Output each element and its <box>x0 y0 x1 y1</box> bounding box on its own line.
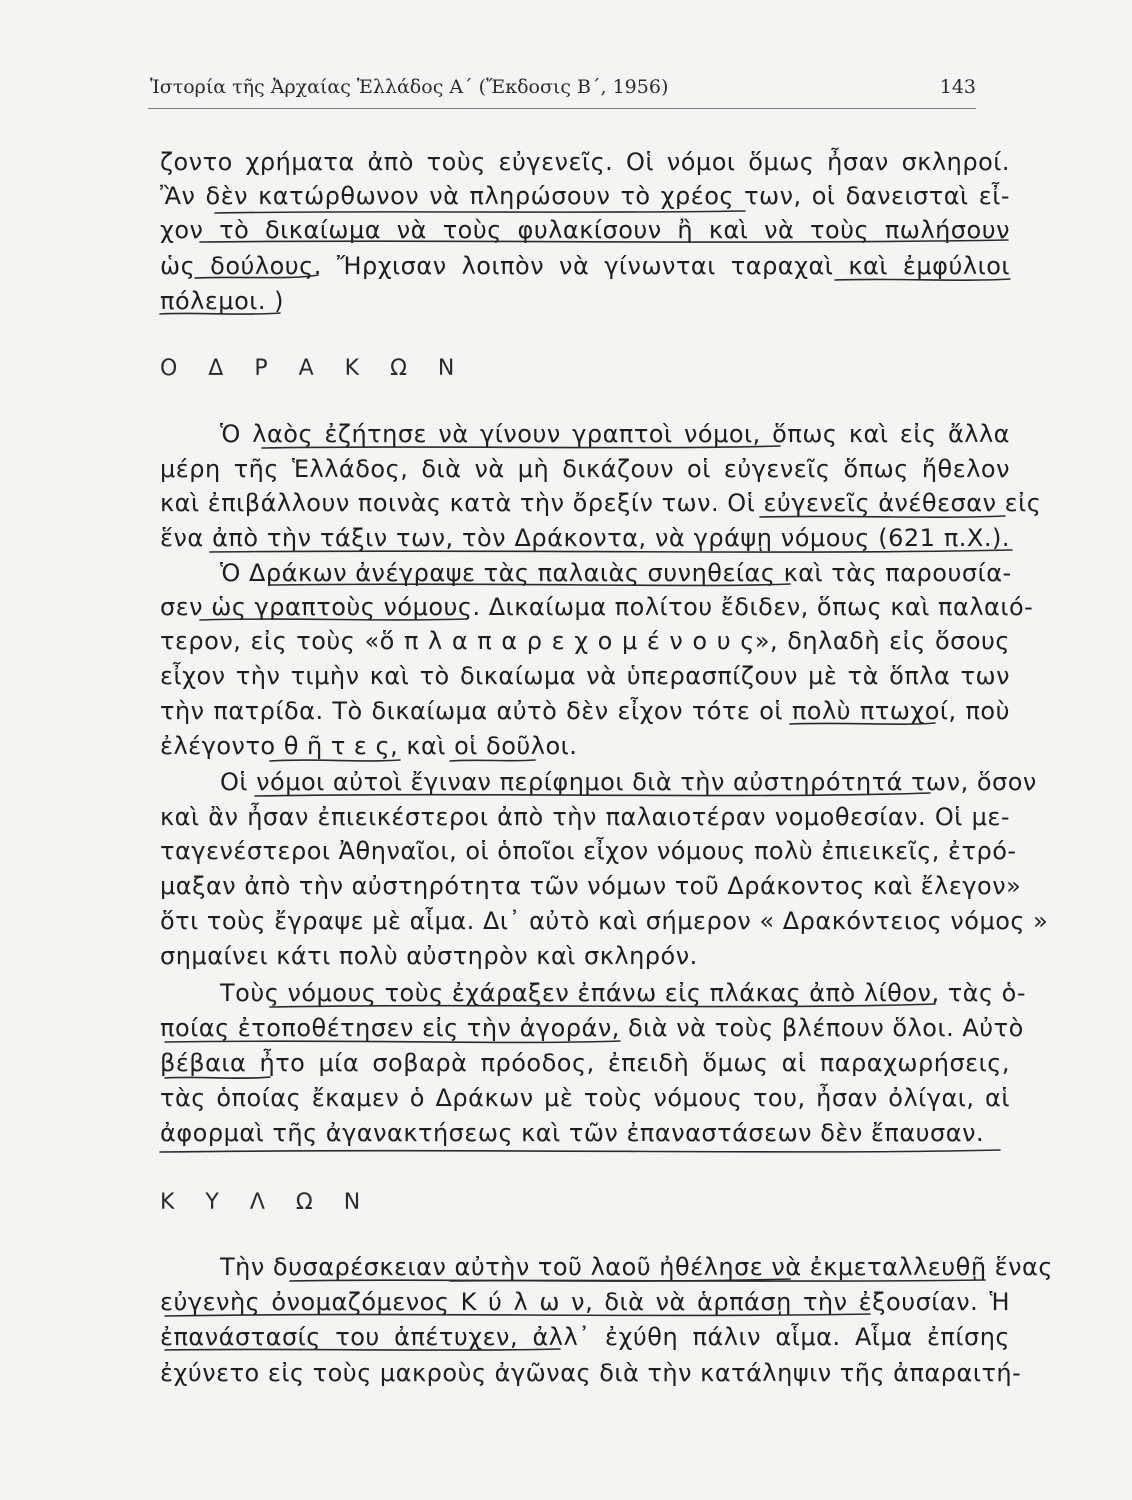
text-line: εὐγενὴς ὀνομαζόμενος Κ ύ λ ω ν, διὰ νὰ ἁρπάσῃ τὴν ἐξουσίαν. Ἡ <box>160 1288 1010 1316</box>
underline-mark <box>790 723 935 724</box>
text-line: ἐχύνετο εἰς τοὺς μακροὺς ἀγῶνας διὰ τὴν κατάληψιν τῆς ἀπαραιτή- <box>160 1359 1022 1387</box>
underline-mark <box>165 1077 270 1078</box>
text-line: Ἂν δὲν κατώρθωνον νὰ πληρώσουν τὸ χρέος των, οἱ δανεισταὶ εἶ- <box>160 182 1010 210</box>
text-line: σημαίνει κάτι πολὺ αὐστηρὸν καὶ σκληρόν. <box>160 942 698 970</box>
text-line: Ὁ Δράκων ἀνέγραψε τὰς παλαιὰς συνηθείας καὶ τὰς παρουσία- <box>220 559 1012 587</box>
text-line: ζοντο χρήματα ἀπὸ τοὺς εὐγενεῖς. Οἱ νόμοι ὅμως ἦσαν σκληροί. <box>160 148 1010 176</box>
text-line: ταγενέστεροι Ἀθηναῖοι, οἱ ὁποῖοι εἶχον νόμους πολὺ ἐπιεικεῖς, ἐτρό- <box>160 837 1017 865</box>
text-line: ἀφορμαὶ τῆς ἀγανακτήσεως καὶ τῶν ἐπαναστάσεων δὲν ἔπαυσαν. <box>160 1119 985 1147</box>
underline-mark <box>262 446 780 448</box>
text-line: πόλεμοι. ) <box>160 287 285 315</box>
underline-mark <box>270 1004 935 1007</box>
underline-mark <box>160 313 280 314</box>
text-line: χον τὸ δικαίωμα νὰ τοὺς φυλακίσουν ἢ καὶ νὰ τοὺς πωλήσουν <box>160 216 1010 244</box>
text-line: Τοὺς νόμους τοὺς ἐχάραξεν ἐπάνω εἰς πλάκας ἀπὸ λίθον, τὰς ὁ- <box>220 979 1027 1007</box>
text-line: Οἱ νόμοι αὐτοὶ ἔγιναν περίφημοι διὰ τὴν αὐστηρότητά των, ὅσον <box>220 768 1037 796</box>
underline-mark <box>165 1349 560 1350</box>
section-heading-cylon: Κ Υ Λ Ω Ν <box>160 1190 373 1215</box>
text-line: μέρη τῆς Ἑλλάδος, διὰ νὰ μὴ δικάζουν οἱ εὐγενεῖς ὅπως ἤθελον <box>160 455 1010 483</box>
underline-mark <box>270 584 790 585</box>
text-line: μαξαν ἀπὸ τὴν αὐστηρότητα τῶν νόμων τοῦ Δράκοντος καὶ ἔλεγον» <box>160 872 1022 900</box>
text-line: ποίας ἐτοποθέτησεν εἰς τὴν ἀγοράν, διὰ νὰ τοὺς βλέπουν ὅλοι. Αὐτὸ <box>160 1014 1024 1042</box>
underline-mark <box>160 1150 1000 1152</box>
book-title: Ἱστορία τῆς Ἀρχαίας Ἑλλάδος Α΄ (Ἔκδοσις Β΄, 1956) <box>150 76 669 98</box>
text-line: τὴν πατρίδα. Τὸ δικαίωμα αὐτὸ δὲν εἶχον τότε οἱ πολὺ πτωχοί, ποὺ <box>160 697 1010 725</box>
text-line: τερον, εἰς τοὺς «ὅ π λ α π α ρ ε χ ο μ έ ν ο υ ς», δηλαδὴ εἰς ὅσους <box>160 627 1010 655</box>
underline-mark <box>200 619 465 620</box>
text-line: καὶ ἐπιβάλλουν ποινὰς κατὰ τὴν ὄρεξίν των. Οἱ εὐγενεῖς ἀνέθεσαν εἰς <box>160 489 1042 517</box>
section-heading-draco: Ο Δ Ρ Α Κ Ω Ν <box>160 356 467 381</box>
underline-mark <box>255 793 930 796</box>
underline-mark <box>270 760 400 761</box>
text-line: εἶχον τὴν τιμὴν καὶ τὸ δικαίωμα νὰ ὑπερασπίζουν μὲ τὰ ὅπλα των <box>160 662 1010 690</box>
underline-mark <box>200 240 1008 242</box>
underline-mark <box>450 1280 985 1281</box>
text-line: σεν ὡς γραπτοὺς νόμους. Δικαίωμα πολίτου ἔδιδεν, ὅπως καὶ παλαιό- <box>160 593 1034 621</box>
text-line: βέβαια ἦτο μία σοβαρὰ πρόοδος, ἐπειδὴ ὅμως αἱ παραχωρήσεις, <box>160 1049 1010 1077</box>
text-line: ὅτι τοὺς ἔγραψε μὲ αἷμα. Δι᾽ αὐτὸ καὶ σήμερον « Δρακόντειος νόμος » <box>160 907 1049 935</box>
text-line: ἐλέγοντο θ ῆ τ ε ς, καὶ οἱ δοῦλοι. <box>160 732 578 760</box>
underline-mark <box>760 516 1005 517</box>
page-number: 143 <box>939 76 976 98</box>
text-line: Ὁ λαὸς ἐζήτησε νὰ γίνουν γραπτοὶ νόμοι, ὅπως καὶ εἰς ἄλλα <box>220 420 1010 448</box>
underline-mark <box>215 211 745 213</box>
underline-mark <box>165 1041 620 1042</box>
underline-mark <box>210 550 1012 552</box>
underline-mark <box>835 279 1010 280</box>
text-line: καὶ ἂν ἦσαν ἐπιεικέστεροι ἀπὸ τὴν παλαιοτέραν νομοθεσίαν. Οἱ με- <box>160 803 1010 831</box>
text-line: ἐπανάστασίς του ἀπέτυχεν, ἀλλ᾽ ἐχύθη πάλιν αἷμα. Αἷμα ἐπίσης <box>160 1323 1010 1351</box>
underline-mark <box>165 1314 870 1316</box>
text-line: ὡς δούλους. Ἤρχισαν λοιπὸν νὰ γίνωνται ταραχαὶ καὶ ἐμφύλιοι <box>160 252 1010 280</box>
text-line: ἕνα ἀπὸ τὴν τάξιν των, τὸν Δράκοντα, νὰ γράψῃ νόμους (621 π.Χ.). <box>160 524 1010 552</box>
underline-mark <box>195 275 318 278</box>
text-line: τὰς ὁποίας ἔκαμεν ὁ Δράκων μὲ τοὺς νόμους του, ἦσαν ὀλίγαι, αἱ <box>160 1084 1010 1112</box>
text-line: Τὴν δυσαρέσκειαν αὐτὴν τοῦ λαοῦ ἠθέλησε νὰ ἐκμεταλλευθῇ ἕνας <box>220 1253 1053 1281</box>
underline-mark <box>450 760 535 761</box>
